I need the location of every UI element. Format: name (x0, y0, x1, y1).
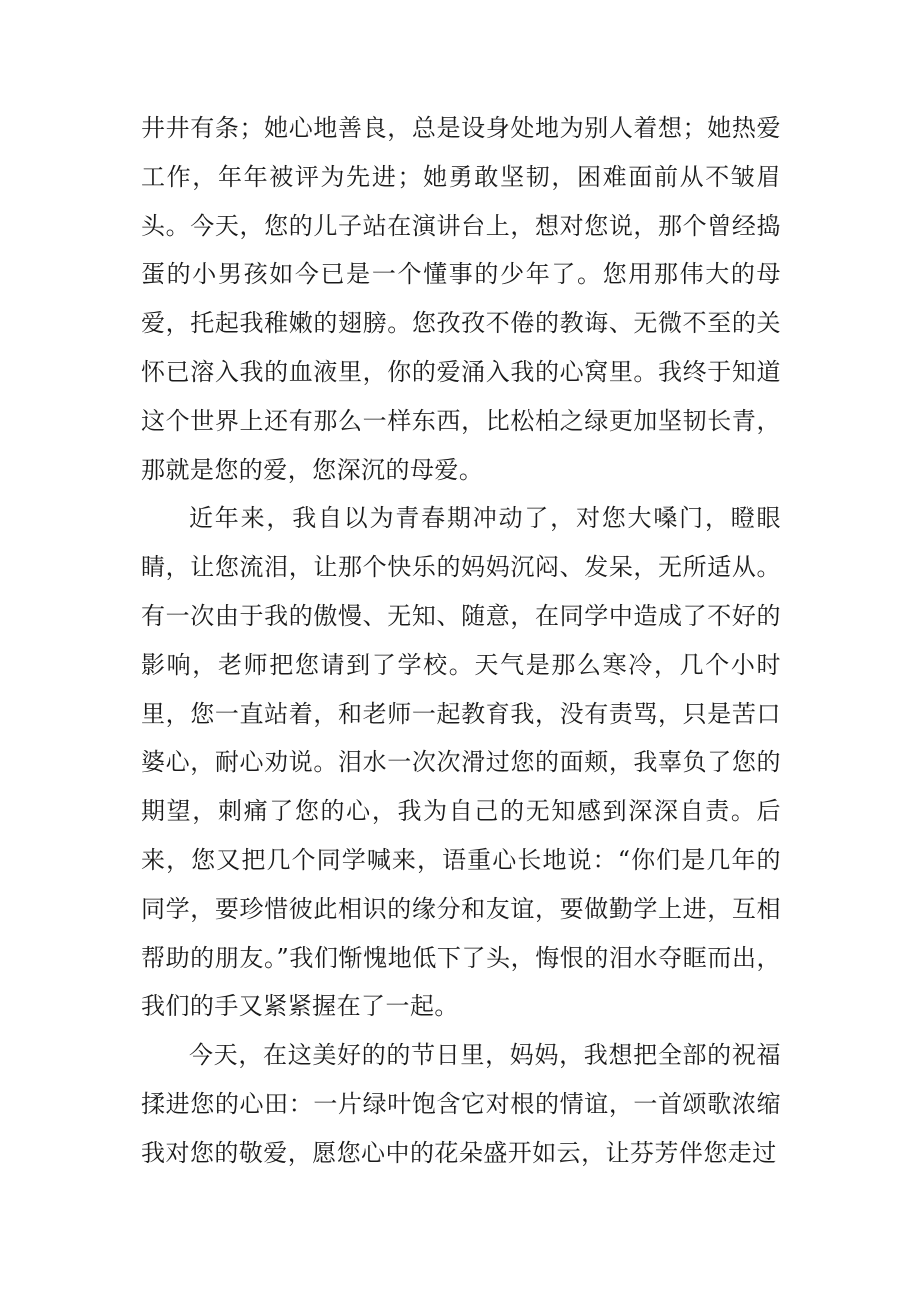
paragraph-1: 井井有条；她心地善良，总是设身处地为别人着想；她热爱工作，年年被评为先进；她勇敢坚韧，困难面前从不皱眉头。今天，您的儿子站在演讲台上，想对您说，那个曾经捣蛋的小男孩如今已是一个懂事的少年了。您用那伟大的母爱，托起我稚嫩的翅膀。您孜孜不倦的教诲、无微不至的关怀已溶入我的血液里，你的爱涌入我的心窝里。我终于知道这个世界上还有那么一样东西，比松柏之绿更加坚韧长青，那就是您的爱，您深沉的母爱。 (141, 114, 781, 484)
document-body (141, 104, 781, 1178)
paragraph-3: 今天，在这美好的的节日里，妈妈，我想把全部的祝福揉进您的心田：一片绿叶饱含它对根的情谊，一首颂歌浓缩我对您的敬爱，愿您心中的花朵盛开如云，让芬芳伴您走过 (141, 1041, 781, 1167)
paragraph-2: 近年来，我自以为青春期冲动了，对您大嗓门，瞪眼睛，让您流泪，让那个快乐的妈妈沉闷、发呆，无所适从。有一次由于我的傲慢、无知、随意，在同学中造成了不好的影响，老师把您请到了学校。天气是那么寒冷，几个小时里，您一直站着，和老师一起教育我，没有责骂，只是苦口婆心，耐心劝说。泪水一次次滑过您的面颊，我辜负了您的期望，刺痛了您的心，我为自己的无知感到深深自责。后来，您又把几个同学喊来，语重心长地说：“你们是几年的同学，要珍惜彼此相识的缘分和友谊，要做勤学上进，互相帮助的朋友。”我们惭愧地低下了头，悔恨的泪水夺眶而出，我们的手又紧紧握在了一起。 (141, 504, 781, 1021)
